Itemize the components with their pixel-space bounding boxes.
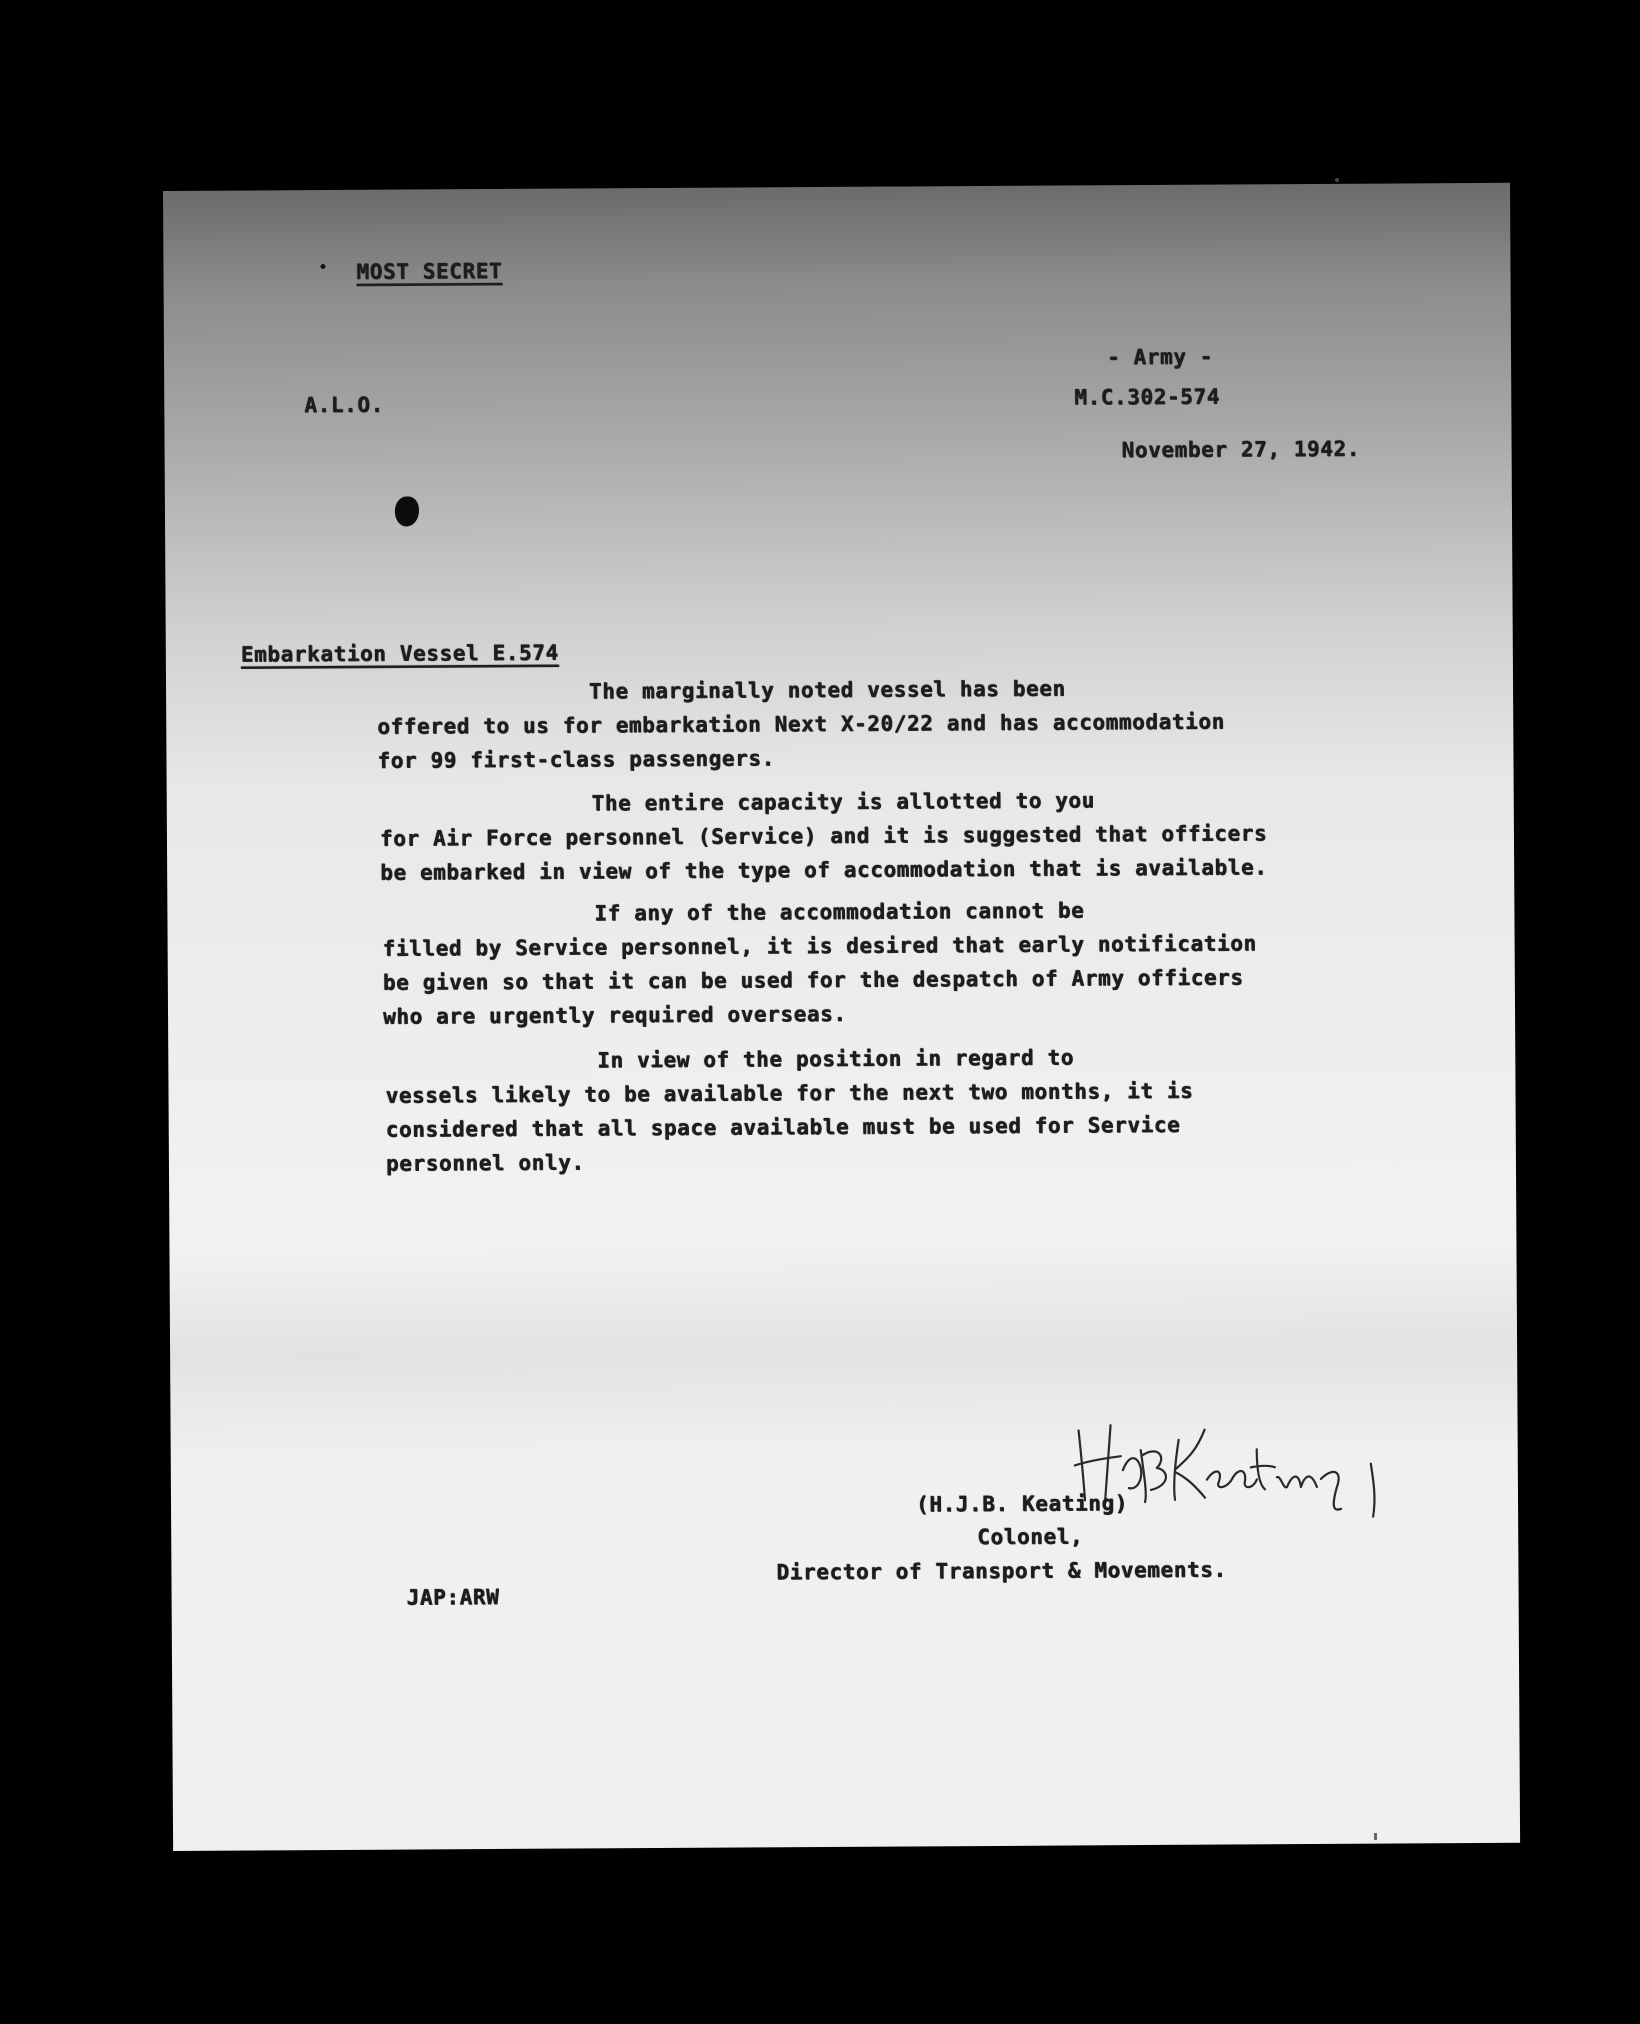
paragraph-4 bbox=[385, 1040, 1194, 1181]
typist-initials: JAP:ARW bbox=[406, 1584, 500, 1610]
paragraph-2 bbox=[380, 782, 1268, 889]
subject-line: Embarkation Vessel E.574 bbox=[240, 640, 559, 667]
document-date: November 27, 1942. bbox=[1121, 436, 1361, 463]
paragraph-line: personnel only. bbox=[385, 1150, 585, 1176]
speck-mark bbox=[1335, 178, 1339, 182]
paragraph-line: be embarked in view of the type of accommodation that is available. bbox=[380, 855, 1268, 885]
speck-mark bbox=[320, 264, 325, 269]
signatory-title: Director of Transport & Movements. bbox=[776, 1557, 1227, 1585]
paragraph-line: for Air Force personnel (Service) and it is suggested that officers bbox=[379, 821, 1268, 851]
paragraph-1 bbox=[377, 671, 1225, 778]
paragraph-line: vessels likely to be available for the next two months, it is bbox=[385, 1078, 1194, 1108]
classification-heading: MOST SECRET bbox=[356, 258, 503, 284]
signatory-rank: Colonel, bbox=[977, 1524, 1084, 1550]
paragraph-line: for 99 first-class passengers. bbox=[377, 746, 775, 773]
paragraph-line: who are urgently required overseas. bbox=[382, 1001, 847, 1029]
paragraph-line: In view of the position in regard to bbox=[385, 1045, 1075, 1074]
signatory-name: (H.J.B. Keating) bbox=[915, 1491, 1128, 1517]
paragraph-line: be given so that it can be used for the despatch of Army officers bbox=[382, 965, 1244, 995]
paragraph-3 bbox=[382, 892, 1257, 1033]
paragraph-line: If any of the accommodation cannot be bbox=[382, 898, 1085, 927]
speck-mark bbox=[1374, 1833, 1377, 1840]
reference-number: M.C.302-574 bbox=[1074, 384, 1221, 410]
paragraph-line: The marginally noted vessel has been bbox=[376, 676, 1066, 705]
punch-hole-mark bbox=[395, 496, 419, 526]
paragraph-line: The entire capacity is allotted to you bbox=[379, 788, 1095, 817]
addressee: A.L.O. bbox=[304, 392, 384, 418]
paragraph-line: considered that all space available must be used for Service bbox=[385, 1112, 1181, 1142]
paragraph-line: filled by Service personnel, it is desired that early notification bbox=[382, 931, 1257, 961]
service-label: - Army - bbox=[1106, 344, 1214, 370]
document-page bbox=[163, 183, 1520, 1851]
paragraph-line: offered to us for embarkation Next X-20/22 and has accommodation bbox=[377, 709, 1225, 739]
